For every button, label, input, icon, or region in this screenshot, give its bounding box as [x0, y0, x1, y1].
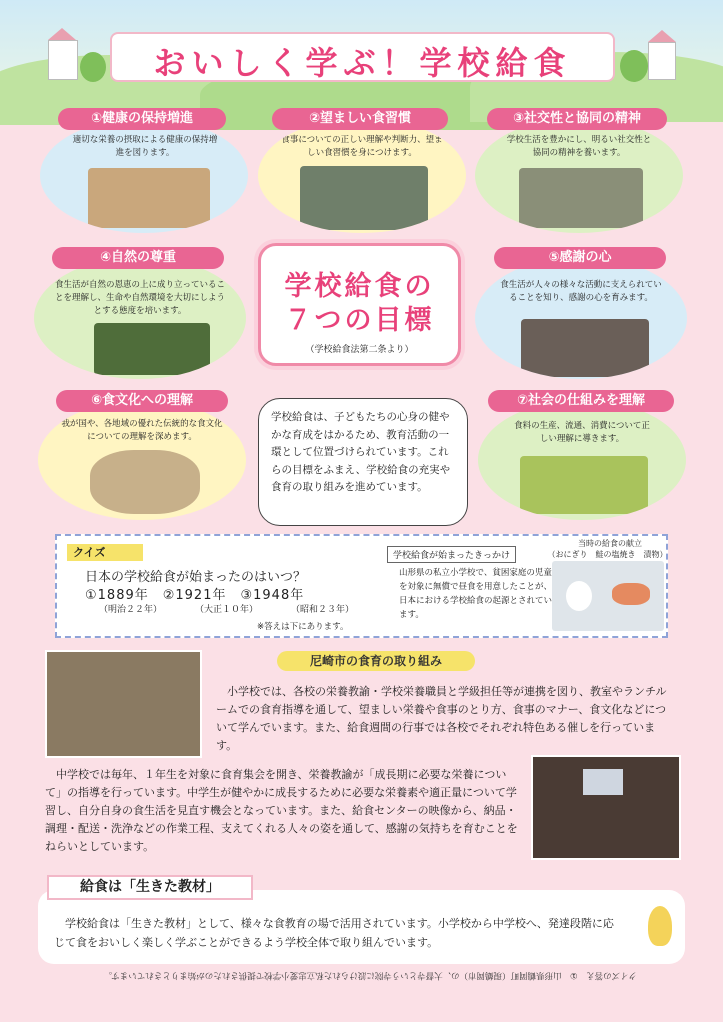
goal-title-4: ④自然の尊重	[52, 247, 224, 269]
goal-title-7: ⑦社会の仕組みを理解	[488, 390, 674, 412]
quiz-question: 日本の学校給食が始まったのはいつ？	[85, 570, 307, 585]
mascot-icon	[638, 896, 680, 956]
summary-heading: 給食は「生きた教材」	[47, 875, 253, 900]
goal-title-6: ⑥食文化への理解	[56, 390, 228, 412]
page-title: おいしく学ぶ！学校給食	[153, 44, 572, 82]
goal-text: 食生活が人々の様々な活動に支えられていることを知り、感謝の心を育みます。	[500, 280, 662, 303]
salmon-icon	[612, 583, 650, 605]
historic-menu-photo	[552, 561, 664, 631]
section-heading: 尼崎市の食育の取り組み	[277, 651, 475, 671]
goals-title-line2: ７つの目標	[284, 305, 435, 336]
goal-bubble-6	[38, 400, 246, 520]
title-banner	[110, 32, 615, 82]
goal-title-3: ③社交性と協同の精神	[487, 108, 667, 130]
goal-photo	[519, 168, 643, 228]
goal-title-5: ⑤感謝の心	[494, 247, 666, 269]
menu-caption: 当時の給食の献立	[578, 539, 642, 548]
goal-photo	[94, 323, 210, 375]
header-banner	[0, 0, 723, 92]
house-icon	[648, 42, 676, 80]
mascot-body	[648, 906, 672, 946]
goal-photo	[300, 166, 428, 230]
goal-photo	[520, 456, 648, 514]
goals-title-box	[258, 243, 461, 366]
goal-text: 適切な栄養の摂取による健康の保持増進を図ります。	[72, 135, 218, 158]
quiz-box	[55, 534, 668, 638]
origin-label: 学校給食が始まったきっかけ	[387, 546, 516, 563]
goal-text: 食事についての正しい理解や判断力、望ましい食習慣を身につけます。	[281, 135, 443, 158]
quiz-answer: クイズの答え ① 山形県鶴岡町（現鶴岡市）の、大督寺という寺院に設けられた私立忠愛小学校で提供されたのが始まりとされています。	[103, 970, 637, 980]
goal-bubble-1	[40, 118, 248, 233]
quiz-era-2: （大正１０年）	[195, 605, 259, 615]
goal-bubble-2	[258, 118, 466, 233]
quiz-era-1: （明治２２年）	[99, 605, 163, 615]
roof-icon	[648, 30, 676, 42]
goal-photo	[88, 168, 210, 228]
goal-photo	[521, 319, 649, 377]
classroom-photo	[45, 650, 202, 758]
goal-text: 我が国や、各地域の優れた伝統的な食文化についての理解を深めます。	[61, 419, 223, 442]
speech-bubble: 学校給食は、子どもたちの心身の健やかな育成をはかるため、教育活動の一環として位置づけられています。これらの目標をふまえ、学校給食の充実や食育の取り組みを進めています。	[258, 398, 468, 526]
quiz-label: クイズ	[67, 544, 143, 561]
goal-text: 食料の生産、流通、消費について正しい理解に導きます。	[514, 421, 650, 444]
summary-text: 学校給食は「生きた教材」として、様々な食教育の場で活用されています。小学校から中学校へ、発達段階に応じて食をおいしく楽しく学ぶことができるよう学校全体で取り組んでいます。	[54, 917, 614, 949]
goal-bubble-4	[34, 257, 246, 379]
rice-ball-icon	[566, 581, 592, 611]
goal-title-1: ①健康の保持増進	[58, 108, 226, 130]
tree-icon	[620, 50, 648, 82]
goals-title-source: （学校給食法第二条より）	[305, 345, 414, 355]
elementary-paragraph: 小学校では、各校の栄養教諭・学校栄養職員と学級担任等が連携を図り、教室やランチルームでの食育指導を通して、望ましい栄養や食事のとり方、食事のマナー、食文化などについて学んでいます。また、給食週間の行事では各校でそれぞれ特色ある催しを行っています。	[216, 685, 667, 752]
goal-bubble-5	[475, 257, 687, 379]
tree-icon	[80, 52, 106, 82]
goal-bubble-7	[478, 400, 686, 520]
goal-text: 食生活が自然の恩恵の上に成り立っていることを理解し、生命や自然環境を大切にしようとする態度を培います。	[54, 280, 225, 316]
quiz-note: ※答えは下にあります。	[257, 622, 349, 632]
junior-high-paragraph: 中学校では毎年、１年生を対象に食育集会を開き、栄養教諭が「成長期に必要な栄養について」の指導を行っています。中学生が健やかに成長するために必要な栄養素や適正量について学習し、自分自身の食生活を見直す機会となっています。また、給食センターの映像から、納品・調理・配送・洗浄などの作業工程、支えてくれる人々の姿を通して、感謝の気持ちを育むことをねらいとしています。	[45, 768, 518, 853]
goal-title-2: ②望ましい食習慣	[272, 108, 448, 130]
origin-text: 山形県の私立小学校で、貧困家庭の児童を対象に無償で昼食を用意したことが、日本における学校給食の起源とされています。	[399, 568, 553, 620]
summary-box	[38, 890, 685, 964]
goal-bubble-3	[475, 118, 683, 233]
quiz-options: ①1889年 ②1921年 ③1948年	[85, 588, 305, 603]
projection-screen	[583, 769, 623, 795]
quiz-era-3: （昭和２３年）	[291, 605, 355, 615]
goals-title-line1: 学校給食の	[284, 271, 435, 302]
assembly-photo	[531, 755, 681, 860]
goal-text: 学校生活を豊かにし、明るい社交性と協同の精神を養います。	[506, 135, 652, 158]
school-building-icon	[48, 40, 78, 80]
goal-photo	[90, 450, 200, 514]
roof-icon	[48, 28, 76, 40]
menu-caption-items: （おにぎり 鮭の塩焼き 漬物）	[547, 550, 668, 559]
